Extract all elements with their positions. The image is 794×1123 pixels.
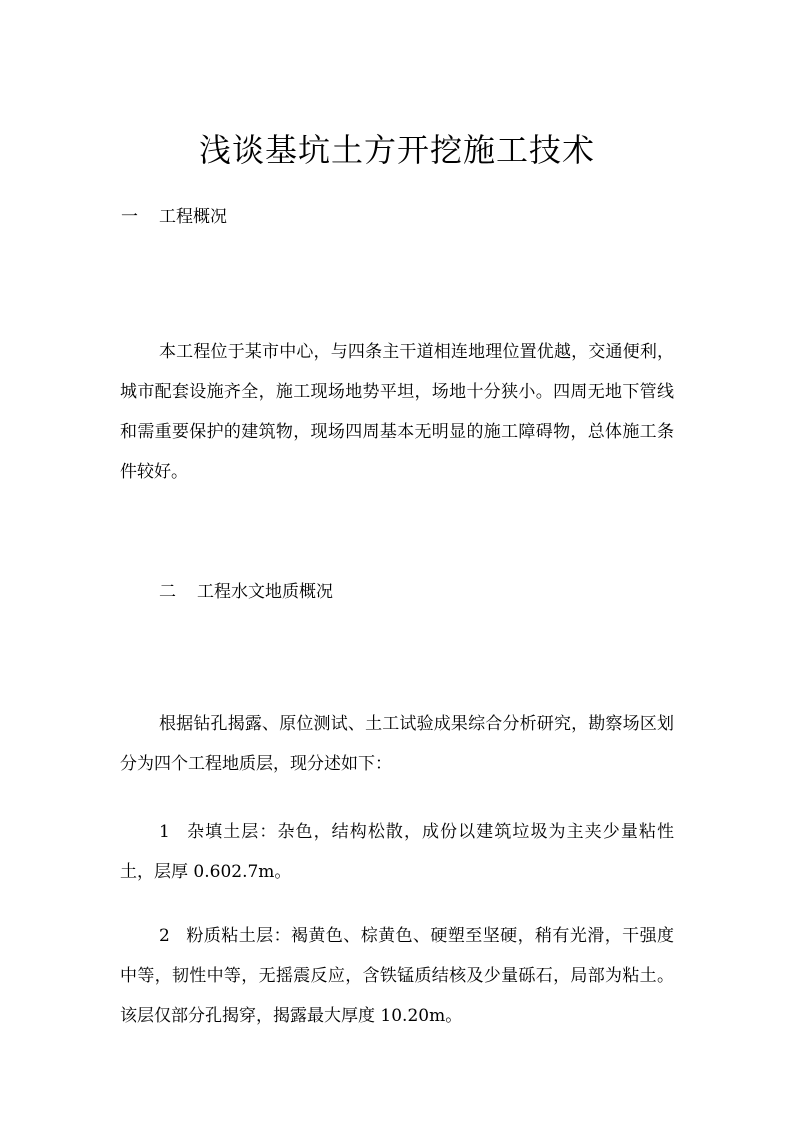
list-item-number: 2 (159, 926, 170, 946)
list-item-2 (120, 916, 674, 1036)
list-item-number: 1 (159, 822, 170, 842)
section-title: 工程水文地质概况 (197, 582, 333, 602)
section-heading-1 (121, 205, 227, 229)
section-number: 二 (159, 582, 176, 602)
section-heading-2 (159, 580, 333, 604)
section-number: 一 (121, 207, 138, 227)
list-item-1 (120, 812, 674, 892)
paragraph-project-overview: 本工程位于某市中心，与四条主干道相连地理位置优越，交通便利，城市配套设施齐全，施工现场地势平坦，场地十分狭小。四周无地下管线和需重要保护的建筑物，现场四周基本无明显的施工障碍物，总体施工条件较好。 (120, 342, 674, 482)
list-item-text: 杂填土层：杂色，结构松散，成份以建筑垃圾为主夹少量粘性土，层厚 0.602.7m。 (120, 822, 674, 882)
paragraph-geology-intro: 根据钻孔揭露、原位测试、土工试验成果综合分析研究，勘察场区划分为四个工程地质层，现分述如下： (120, 714, 674, 774)
list-item-text: 粉质粘土层：褐黄色、棕黄色、硬塑至坚硬，稍有光滑，干强度中等，韧性中等，无摇震反应，含铁锰质结核及少量砾石，局部为粘土。该层仅部分孔揭穿，揭露最大厚度 10.20m。 (120, 926, 674, 1026)
section-title: 工程概况 (159, 207, 227, 227)
document-title: 浅谈基坑土方开挖施工技术 (198, 131, 595, 169)
